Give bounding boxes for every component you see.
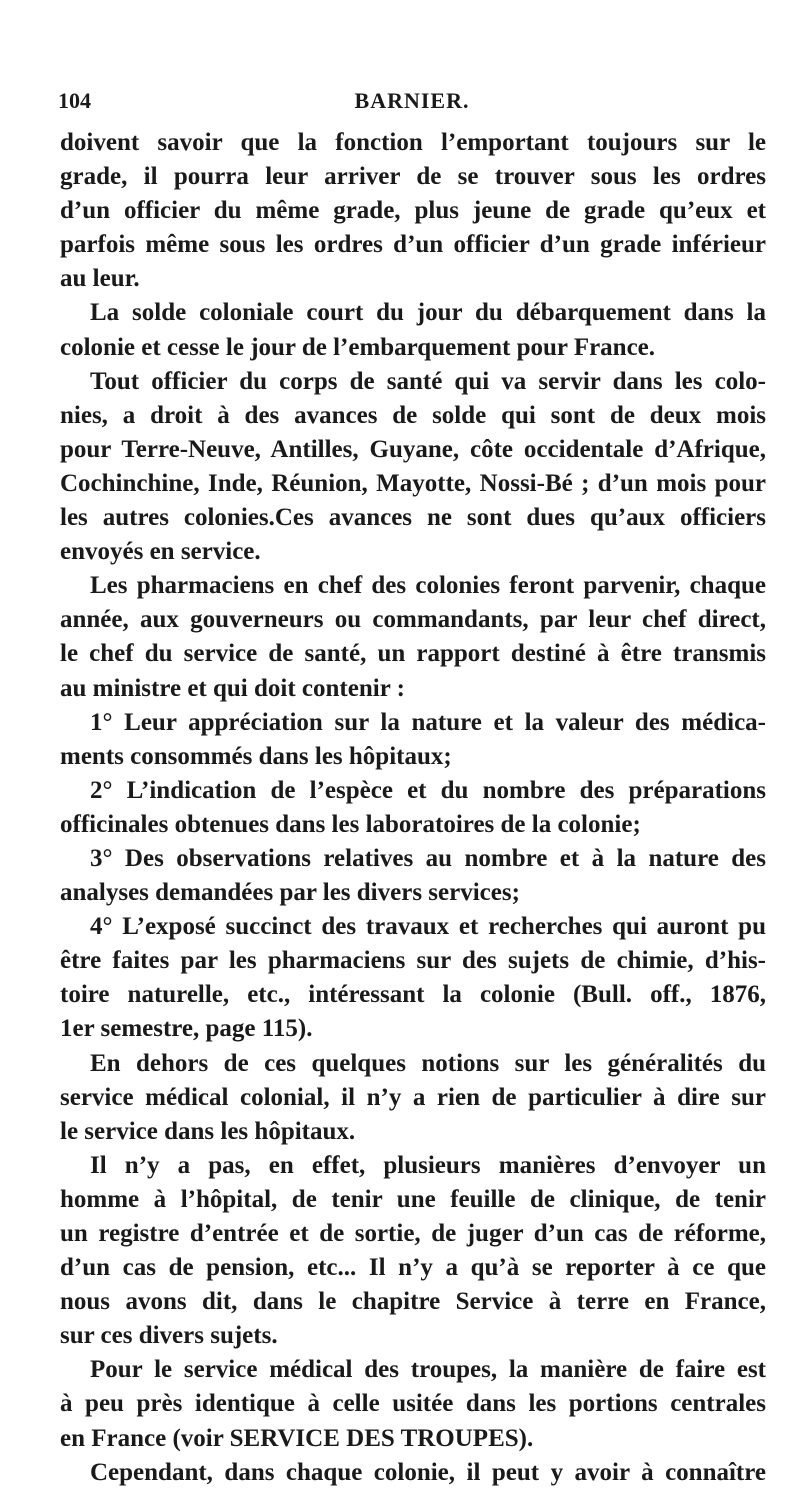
body-text bbox=[60, 126, 766, 1490]
text-line: La solde coloniale court du jour du débarquement dans la bbox=[90, 299, 766, 327]
text-line: 1er semestre, page 115). bbox=[60, 1015, 313, 1043]
text-line: pour Terre-Neuve, Antilles, Guyane, côte occidentale d’Afrique, bbox=[60, 435, 766, 463]
text-line: année, aux gouverneurs ou commandants, par leur chef direct, bbox=[60, 606, 766, 634]
text-line: au ministre et qui doit contenir : bbox=[60, 674, 405, 702]
text-line: doivent savoir que la fonction l’emportant toujours sur le bbox=[60, 129, 766, 156]
text-line: parfois même sous les ordres d’un officier d’un grade inférieur bbox=[60, 231, 766, 259]
running-header bbox=[58, 88, 766, 116]
text-line: Tout officier du corps de santé qui va servir dans les colo- bbox=[90, 367, 766, 395]
page-number: 104 bbox=[58, 88, 91, 113]
text-line: Les pharmaciens en chef des colonies feront parvenir, chaque bbox=[90, 572, 766, 600]
text-line: un registre d’entrée et de sortie, de juger d’un cas de réforme, bbox=[60, 1220, 766, 1247]
text-line: d’un cas de pension, etc... Il n’y a qu’à se reporter à ce que bbox=[60, 1254, 766, 1282]
text-line: sur ces divers sujets. bbox=[60, 1322, 278, 1350]
text-line: en France (voir SERVICE DES TROUPES). bbox=[60, 1424, 534, 1452]
text-line: ments consommés dans les hôpitaux; bbox=[60, 742, 452, 770]
text-line: au leur. bbox=[60, 265, 140, 293]
text-line: nies, a droit à des avances de solde qui sont de deux mois bbox=[60, 401, 766, 429]
text-line: analyses demandées par les divers services; bbox=[60, 879, 520, 907]
text-line: les autres colonies.Ces avances ne sont dues qu’aux officiers bbox=[60, 504, 766, 532]
text-line: nous avons dit, dans le chapitre Service à terre en France, bbox=[60, 1288, 766, 1316]
text-line: être faites par les pharmaciens sur des sujets de chimie, d’his- bbox=[60, 947, 766, 975]
text-line: 1° Leur appréciation sur la nature et la valeur des médica- bbox=[90, 708, 766, 736]
text-line: Cochinchine, Inde, Réunion, Mayotte, Nossi-Bé ; d’un mois pour bbox=[60, 469, 766, 497]
text-line: à peu près identique à celle usitée dans les portions centrales bbox=[60, 1390, 766, 1418]
text-line: Cependant, dans chaque colonie, il peut y avoir à connaître bbox=[90, 1458, 766, 1486]
text-line: toire naturelle, etc., intéressant la colonie (Bull. off., 1876, bbox=[60, 981, 766, 1009]
text-line: le chef du service de santé, un rapport destiné à être transmis bbox=[60, 640, 766, 668]
text-line: grade, il pourra leur arriver de se trouver sous les ordres bbox=[60, 163, 766, 191]
text-line: service médical colonial, il n’y a rien de particulier à dire sur bbox=[60, 1083, 766, 1111]
text-line: le service dans les hôpitaux. bbox=[60, 1117, 356, 1145]
text-line: officinales obtenues dans les laboratoires de la colonie; bbox=[60, 810, 641, 838]
text-line: Pour le service médical des troupes, la manière de faire est bbox=[90, 1356, 766, 1384]
text-line: Il n’y a pas, en effet, plusieurs manières d’envoyer un bbox=[90, 1151, 766, 1179]
text-line: d’un officier du même grade, plus jeune de grade qu’eux et bbox=[60, 197, 766, 225]
text-line: colonie et cesse le jour de l’embarquement pour France. bbox=[60, 333, 656, 361]
text-line: 2° L’indication de l’espèce et du nombre des préparations bbox=[90, 776, 766, 804]
text-line: 4° L’exposé succinct des travaux et recherches qui auront pu bbox=[90, 913, 766, 941]
text-line: 3° Des observations relatives au nombre et à la nature des bbox=[90, 844, 766, 872]
running-head-author: BARNIER. bbox=[354, 88, 470, 113]
text-line: En dehors de ces quelques notions sur les généralités du bbox=[90, 1049, 766, 1077]
text-line: homme à l’hôpital, de tenir une feuille de clinique, de tenir bbox=[60, 1185, 766, 1213]
text-line: envoyés en service. bbox=[60, 538, 261, 566]
